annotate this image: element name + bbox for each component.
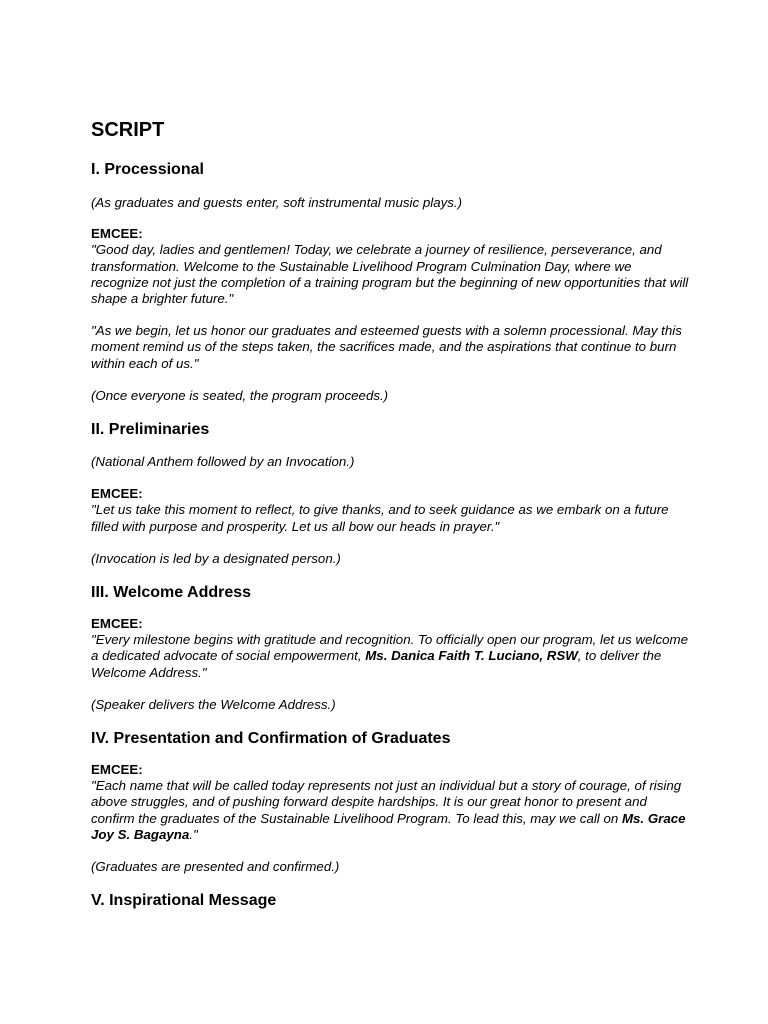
document-page bbox=[91, 118, 691, 911]
stage-direction: (Graduates are presented and confirmed.) bbox=[91, 859, 340, 875]
stage-direction: (Invocation is led by a designated person.) bbox=[91, 550, 341, 566]
section-heading-processional: I. Processional bbox=[91, 161, 204, 178]
speaker-name: Ms. Grace Joy S. Bagayna bbox=[91, 810, 686, 842]
quote-text: , to deliver the Welcome Address." bbox=[91, 648, 662, 680]
emcee-line bbox=[91, 778, 691, 843]
emcee-line: "Good day, ladies and gentlemen! Today, we celebrate a journey of resilience, perseverance, and transformation. Welcome to the Sustainable Livelihood Program Culmination Day, where we recognize not just the completion of a training program but the beginning of new opportunities that will shape a brighter future." bbox=[91, 242, 689, 307]
speaker-label: EMCEE: bbox=[91, 762, 143, 778]
speaker-label: EMCEE: bbox=[91, 616, 143, 632]
speaker-label: EMCEE: bbox=[91, 226, 143, 242]
stage-direction: (Speaker delivers the Welcome Address.) bbox=[91, 696, 336, 712]
stage-direction: (National Anthem followed by an Invocation.) bbox=[91, 454, 355, 470]
emcee-line bbox=[91, 632, 691, 681]
section-heading-welcome-address: III. Welcome Address bbox=[91, 584, 252, 602]
stage-direction: (As graduates and guests enter, soft instrumental music plays.) bbox=[91, 195, 463, 210]
quote-text: "Each name that will be called today represents not just an individual but a story of courage, of rising above struggles, and of pushing forward despite hardships. It is our great honor to present and confirm the graduates of the Sustainable Livelihood Program. To lead this, may we call on bbox=[91, 778, 682, 826]
section-heading-inspirational: V. Inspirational Message bbox=[91, 892, 277, 910]
speaker-name: Ms. Danica Faith T. Luciano, RSW bbox=[365, 648, 578, 664]
quote-text: ." bbox=[189, 826, 198, 842]
section-heading-preliminaries: II. Preliminaries bbox=[91, 421, 210, 439]
stage-direction: (Once everyone is seated, the program proceeds.) bbox=[91, 387, 389, 403]
document-title: SCRIPT bbox=[91, 119, 165, 141]
emcee-line: "Let us take this moment to reflect, to give thanks, and to seek guidance as we embark on a future filled with purpose and prosperity. Let us all bow our heads in prayer." bbox=[91, 502, 669, 534]
speaker-label: EMCEE: bbox=[91, 486, 143, 502]
quote-text: "Every milestone begins with gratitude and recognition. To officially open our program, let us welcome a dedicated advocate of social empowerment, bbox=[91, 632, 688, 664]
section-heading-presentation: IV. Presentation and Confirmation of Graduates bbox=[91, 730, 451, 748]
emcee-line: "As we begin, let us honor our graduates and esteemed guests with a solemn processional. May this moment remind us of the steps taken, the sacrifices made, and the aspirations that continue to burn within each of us." bbox=[91, 323, 682, 371]
